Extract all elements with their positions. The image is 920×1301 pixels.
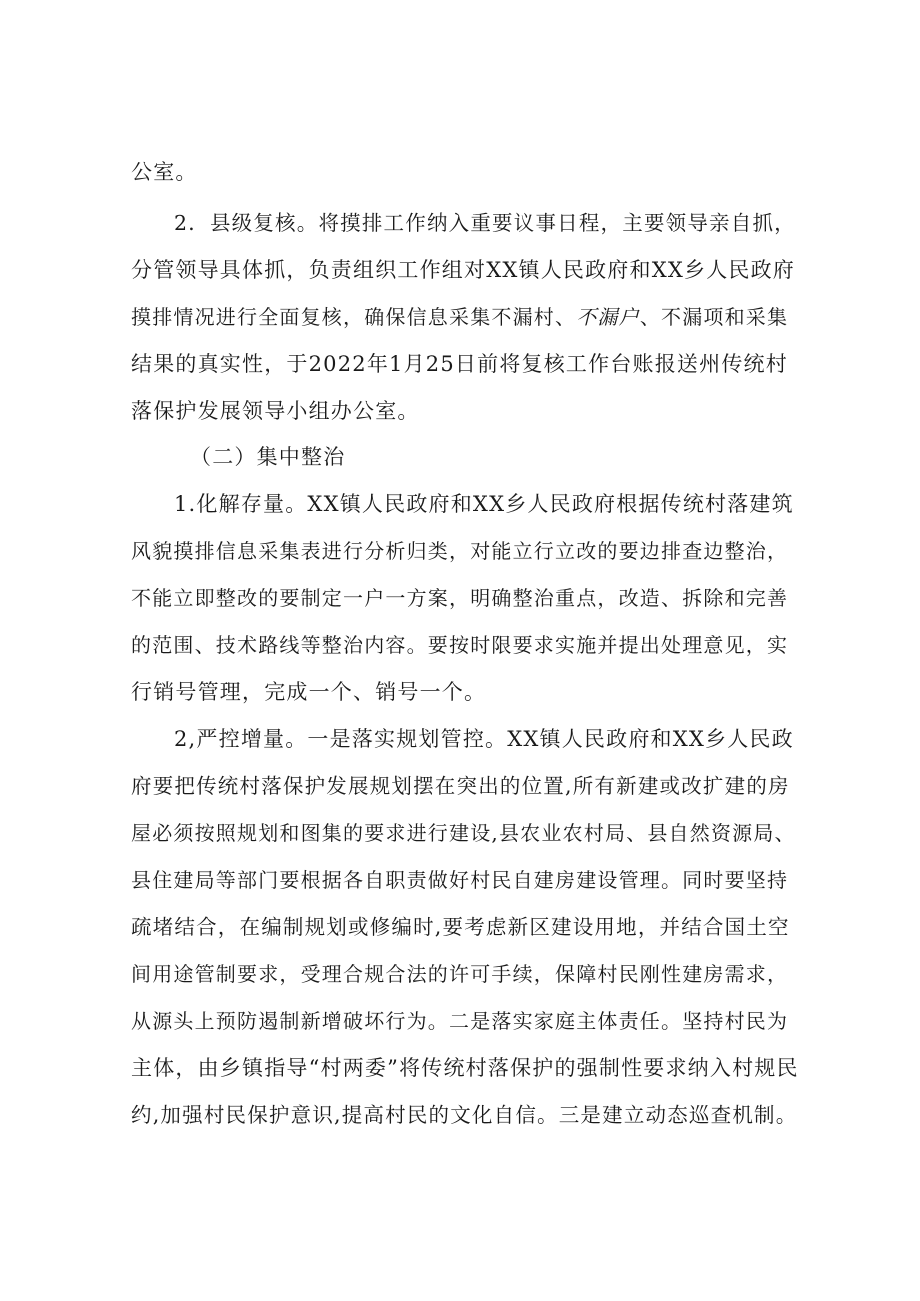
stock-line-4: 的范围、技术路线等整治内容。要按时限要求实施并提出处理意见，实 xyxy=(131,633,789,657)
stock-line-2: 风貌摸排信息采集表进行分析归类，对能立行立改的要边排查边整治， xyxy=(131,539,789,563)
county-review-line-3 xyxy=(131,302,788,332)
stock-line-1: 1.化解存量。XX镇人民政府和XX乡人民政府根据传统村落建筑 xyxy=(174,492,794,516)
section-heading: （二）集中整治 xyxy=(190,445,346,469)
increment-line-1: 2,严控增量。一是落实规划管控。XX镇人民政府和XX乡人民政 xyxy=(174,727,794,751)
increment-line-2: 府要把传统村落保护发展规划摆在突出的位置,所有新建或改扩建的房 xyxy=(131,774,790,798)
stock-line-3: 不能立即整改的要制定一户一方案，明确整治重点，改造、拆除和完善 xyxy=(131,586,789,610)
county-review-line-3b: 不漏户 xyxy=(576,305,640,329)
increment-line-7: 从源头上预防遏制新增破坏行为。二是落实家庭主体责任。坚持村民为 xyxy=(131,1009,789,1033)
county-review-line-1: 2．县级复核。将摸排工作纳入重要议事日程，主要领导亲自抓， xyxy=(174,211,796,235)
increment-line-5: 疏堵结合，在编制规划或修编时,要考虑新区建设用地，并结合国土空 xyxy=(131,915,790,939)
county-review-line-4: 结果的真实性，于2022年1月25日前将复核工作台账报送州传统村 xyxy=(131,352,788,376)
increment-line-3: 屋必须按照规划和图集的要求进行建设,县农业农村局、县自然资源局、 xyxy=(131,821,796,845)
increment-line-8: 主体，由乡镇指导“村两委”将传统村落保护的强制性要求纳入村规民 xyxy=(131,1056,799,1080)
county-review-line-5: 落保护发展领导小组办公室。 xyxy=(131,399,420,423)
county-review-line-3c: 、不漏项和采集 xyxy=(639,305,789,329)
county-review-line-2: 分管领导具体抓，负责组织工作组对XX镇人民政府和XX乡人民政府 xyxy=(131,258,795,282)
intro-tail-line: 公室。 xyxy=(131,160,198,184)
increment-line-4: 县住建局等部门要根据各自职责做好村民自建房建设管理。同时要坚持 xyxy=(131,868,789,892)
stock-line-5: 行销号管理，完成一个、销号一个。 xyxy=(131,680,487,704)
increment-line-6: 间用途管制要求，受理合规合法的许可手续，保障村民刚性建房需求， xyxy=(131,962,789,986)
increment-line-9: 约,加强村民保护意识,提高村民的文化自信。三是建立动态巡查机制。 xyxy=(131,1103,798,1127)
county-review-line-3a: 摸排情况进行全面复核，确保信息采集不漏村、 xyxy=(131,305,577,329)
